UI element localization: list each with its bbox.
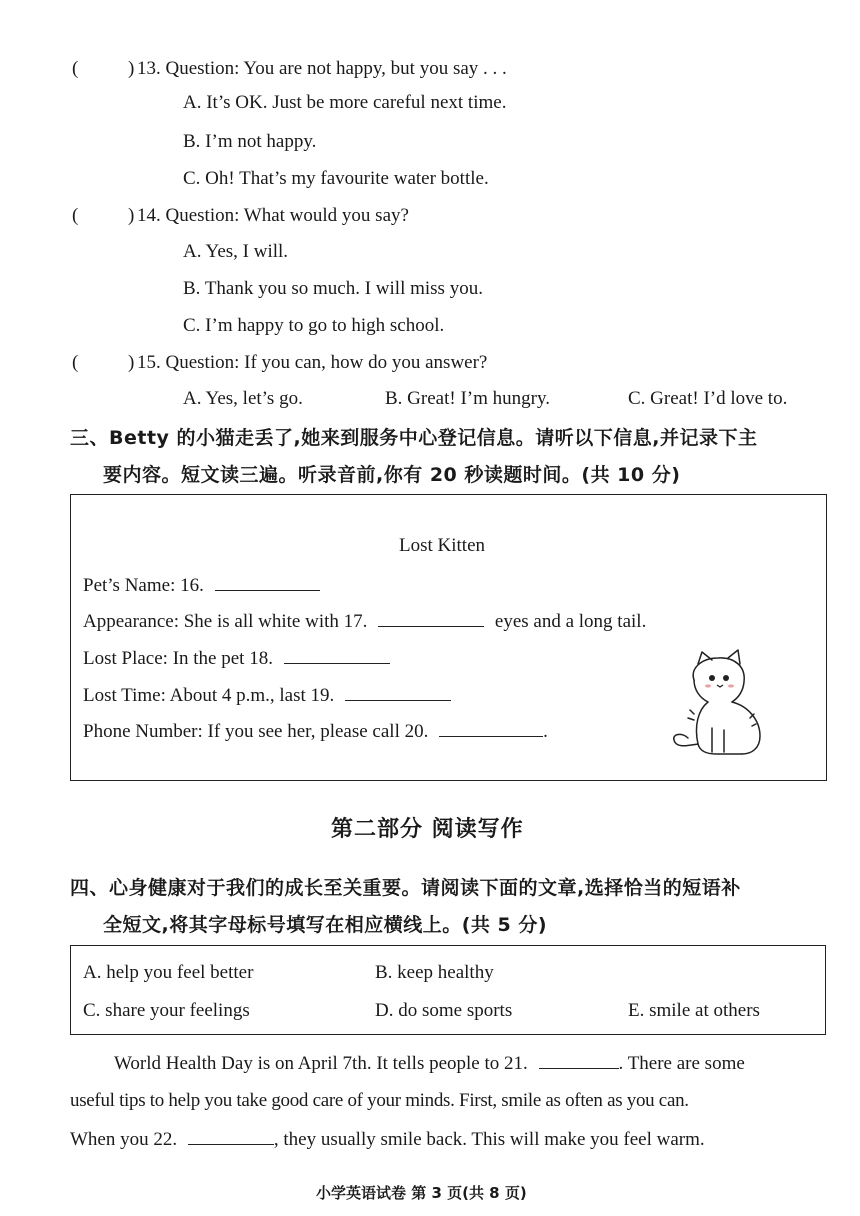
q13-option-a: A. It’s OK. Just be more careful next time.	[183, 92, 507, 113]
pet-name-row	[83, 574, 320, 597]
phone-label: Phone Number: If you see her, please call 20.	[83, 721, 429, 742]
question-13-stem: 13. Question: You are not happy, but you say . . .	[137, 58, 507, 79]
phone-tail: .	[543, 721, 548, 742]
passage-line-2: useful tips to help you take good care of your minds. First, smile as often as you can.	[70, 1090, 689, 1111]
q14-option-a: A. Yes, I will.	[183, 241, 289, 262]
phrase-e: E. smile at others	[628, 1000, 760, 1021]
passage-text: , they usually smile back. This will make you feel warm.	[273, 1129, 705, 1150]
blank-21[interactable]	[539, 1052, 619, 1069]
q13-option-b: B. I’m not happy.	[183, 131, 317, 152]
appearance-tail: eyes and a long tail.	[494, 611, 647, 632]
passage-text: When you 22.	[70, 1129, 178, 1150]
q14-option-b: B. Thank you so much. I will miss you.	[183, 278, 483, 299]
lost-time-label: Lost Time: About 4 p.m., last 19.	[83, 685, 335, 706]
blank-20[interactable]	[439, 720, 543, 737]
blank-22[interactable]	[188, 1128, 274, 1145]
form-title: Lost Kitten	[399, 535, 486, 556]
passage-line-3	[70, 1128, 705, 1151]
section-4-heading-cont: 全短文,将其字母标号填写在相应横线上。(共 5 分)	[103, 914, 548, 936]
lost-place-label: Lost Place: In the pet 18.	[83, 648, 273, 669]
phrase-c: C. share your feelings	[83, 1000, 250, 1021]
answer-paren-open: (	[72, 58, 79, 79]
answer-paren-open: (	[72, 352, 79, 373]
answer-paren-close: )	[128, 205, 135, 226]
section-4-heading: 四、心身健康对于我们的成长至关重要。请阅读下面的文章,选择恰当的短语补	[70, 877, 741, 899]
q15-option-a: A. Yes, let’s go.	[183, 388, 303, 409]
part-2-title: 第二部分 阅读写作	[331, 817, 524, 842]
passage-line-1	[114, 1052, 745, 1075]
section-3-heading: 三、Betty 的小猫走丢了,她来到服务中心登记信息。请听以下信息,并记录下主	[70, 427, 758, 449]
blank-16[interactable]	[215, 574, 320, 591]
section-3-heading-cont: 要内容。短文读三遍。听录音前,你有 20 秒读题时间。(共 10 分)	[103, 464, 681, 486]
passage-text: . There are some	[618, 1053, 745, 1074]
appearance-row	[83, 610, 646, 633]
question-15-stem: 15. Question: If you can, how do you answer?	[137, 352, 488, 373]
phone-row	[83, 720, 548, 743]
q15-option-b: B. Great! I’m hungry.	[385, 388, 550, 409]
phrase-a: A. help you feel better	[83, 962, 254, 983]
phrase-b: B. keep healthy	[375, 962, 494, 983]
q13-option-c: C. Oh! That’s my favourite water bottle.	[183, 168, 489, 189]
answer-paren-open: (	[72, 205, 79, 226]
q15-option-c: C. Great! I’d love to.	[628, 388, 788, 409]
passage-text: World Health Day is on April 7th. It tells people to 21.	[114, 1053, 528, 1074]
phrase-d: D. do some sports	[375, 1000, 513, 1021]
appearance-label: Appearance: She is all white with 17.	[83, 611, 368, 632]
answer-paren-close: )	[128, 58, 135, 79]
lost-time-row	[83, 684, 451, 707]
blank-19[interactable]	[345, 684, 451, 701]
page-footer: 小学英语试卷 第 3 页(共 8 页)	[316, 1184, 527, 1202]
answer-paren-close: )	[128, 352, 135, 373]
pet-name-label: Pet’s Name: 16.	[83, 575, 204, 596]
blank-18[interactable]	[284, 647, 390, 664]
blank-17[interactable]	[378, 610, 484, 627]
kitten-illustration	[668, 648, 778, 760]
q14-option-c: C. I’m happy to go to high school.	[183, 315, 445, 336]
question-14-stem: 14. Question: What would you say?	[137, 205, 409, 226]
lost-place-row	[83, 647, 390, 670]
